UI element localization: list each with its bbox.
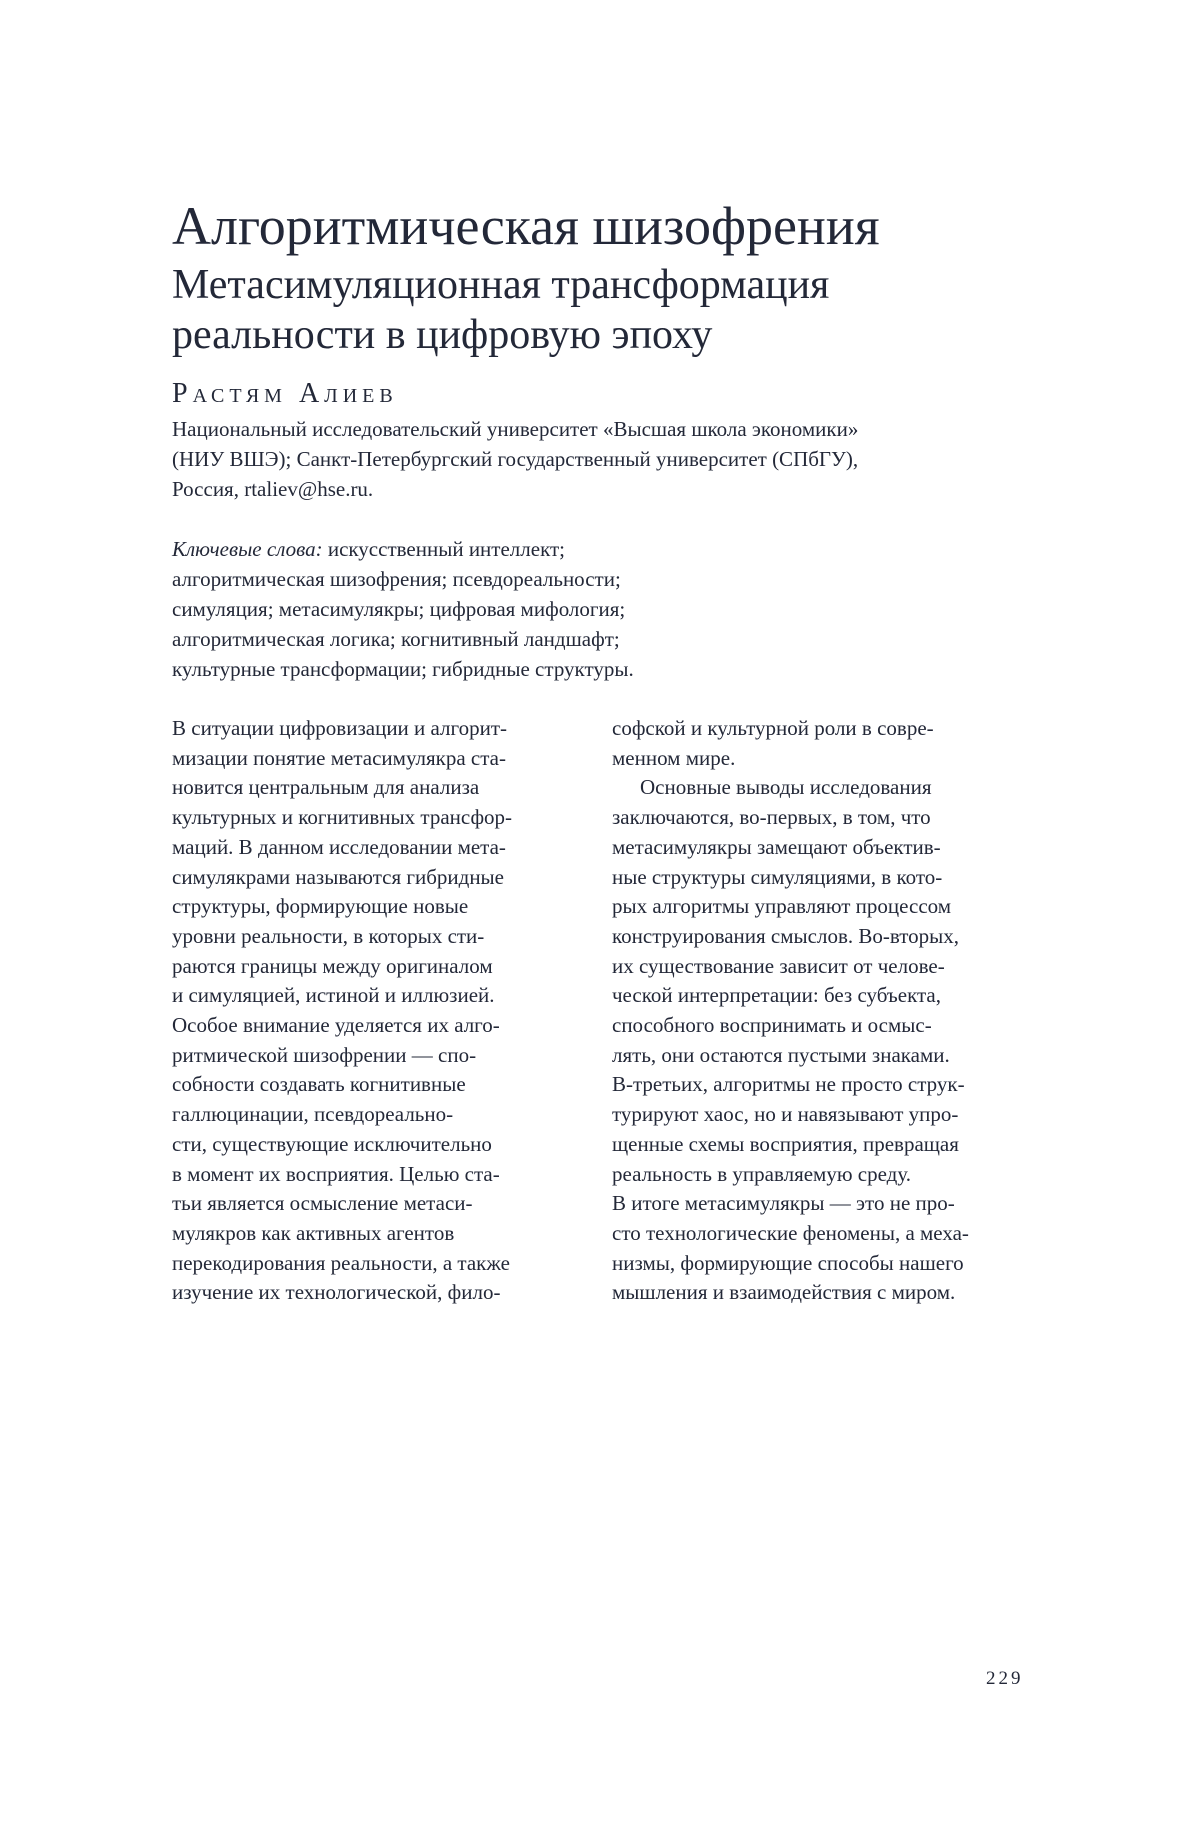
keywords-block (172, 534, 1032, 684)
body-line: сто технологические феномены, а меха- (612, 1220, 969, 1245)
body-line: ческой интерпретации: без субъекта, (612, 983, 942, 1008)
keywords-text: искусственный интеллект; (322, 537, 566, 561)
body-line: мулякров как активных агентов (172, 1220, 455, 1245)
keywords-label: Ключевые слова: (172, 537, 323, 561)
title-block (172, 196, 1052, 360)
body-line: перекодирования реальности, а также (172, 1250, 510, 1275)
affiliation-line: (НИУ ВШЭ); Санкт-Петербургский государственный университет (СПбГУ), (172, 447, 859, 471)
body-line: заключаются, во-первых, в том, что (612, 805, 931, 830)
body-line: В ситуации цифровизации и алгорит- (172, 716, 508, 740)
body-line: галлюцинации, псевдореально- (172, 1102, 454, 1127)
body-line: В итоге метасимулякры — это не про- (612, 1191, 955, 1216)
body-line: реальность в управляемую среду. (612, 1161, 911, 1186)
body-line: новится центральным для анализа (172, 775, 480, 800)
body-line: мизации понятие метасимулякра ста- (172, 745, 507, 770)
keywords-line: симуляция; метасимулякры; цифровая мифология; (172, 597, 626, 621)
article-subtitle (172, 260, 1052, 360)
body-column-left (172, 714, 592, 1308)
body-line: способного воспринимать и осмыс- (612, 1013, 932, 1038)
affiliation-line: Национальный исследовательский университет «Высшая школа экономики» (172, 417, 859, 441)
body-line: мышления и взаимодействия с миром. (612, 1280, 956, 1305)
body-line: рых алгоритмы управляют процессом (612, 894, 952, 919)
body-line: Основные выводы исследования (640, 775, 932, 800)
body-line: низмы, формирующие способы нашего (612, 1250, 964, 1275)
body-line: конструирования смыслов. Во-вторых, (612, 923, 960, 948)
body-line: ные структуры симуляциями, в кото- (612, 864, 943, 889)
body-line: симулякрами называются гибридные (172, 864, 504, 889)
keywords-line: алгоритмическая шизофрения; псевдореальности; (172, 567, 621, 591)
affiliation-line: Россия, rtaliev@hse.ru. (172, 477, 374, 501)
body-line: культурных и когнитивных трансфор- (172, 805, 513, 830)
body-line: собности создавать когнитивные (172, 1072, 466, 1097)
body-line: и симуляцией, истиной и иллюзией. (172, 983, 495, 1008)
body-line: менном мире. (612, 745, 736, 770)
body-column-right (612, 714, 1032, 1308)
body-line: Особое внимание уделяется их алго- (172, 1013, 500, 1038)
body-line: лять, они остаются пустыми знаками. (612, 1042, 950, 1067)
body-line: щенные схемы восприятия, превращая (612, 1131, 959, 1156)
author-affiliation (172, 414, 1032, 504)
body-line: турируют хаос, но и навязывают упро- (612, 1102, 959, 1127)
body-line: в момент их восприятия. Целью ста- (172, 1161, 500, 1186)
body-line: софской и культурной роли в совре- (612, 716, 934, 740)
keywords-line: культурные трансформации; гибридные структуры. (172, 657, 634, 681)
subtitle-line: Метасимуляционная трансформация (172, 262, 830, 308)
body-line: раются границы между оригиналом (172, 953, 493, 978)
body-line: метасимулякры замещают объектив- (612, 834, 941, 859)
author-name: Растям Алиев (172, 378, 398, 409)
body-line: уровни реальности, в которых сти- (172, 923, 485, 948)
keywords-first-line (172, 534, 1032, 564)
page-number: 229 (986, 1668, 1024, 1689)
body-line: В-третьих, алгоритмы не просто струк- (612, 1072, 965, 1097)
subtitle-line: реальности в цифровую эпоху (172, 312, 713, 358)
body-line: маций. В данном исследовании мета- (172, 834, 506, 859)
keywords-line: алгоритмическая логика; когнитивный ландшафт; (172, 627, 620, 651)
body-line: ритмической шизофрении — спо- (172, 1042, 477, 1067)
body-line: сти, существующие исключительно (172, 1131, 492, 1156)
body-line: структуры, формирующие новые (172, 894, 469, 919)
body-line: их существование зависит от челове- (612, 953, 945, 978)
body-line: изучение их технологической, фило- (172, 1280, 501, 1305)
body-line: тьи является осмысление метаси- (172, 1191, 473, 1216)
article-title: Алгоритмическая шизофрения (172, 196, 880, 256)
